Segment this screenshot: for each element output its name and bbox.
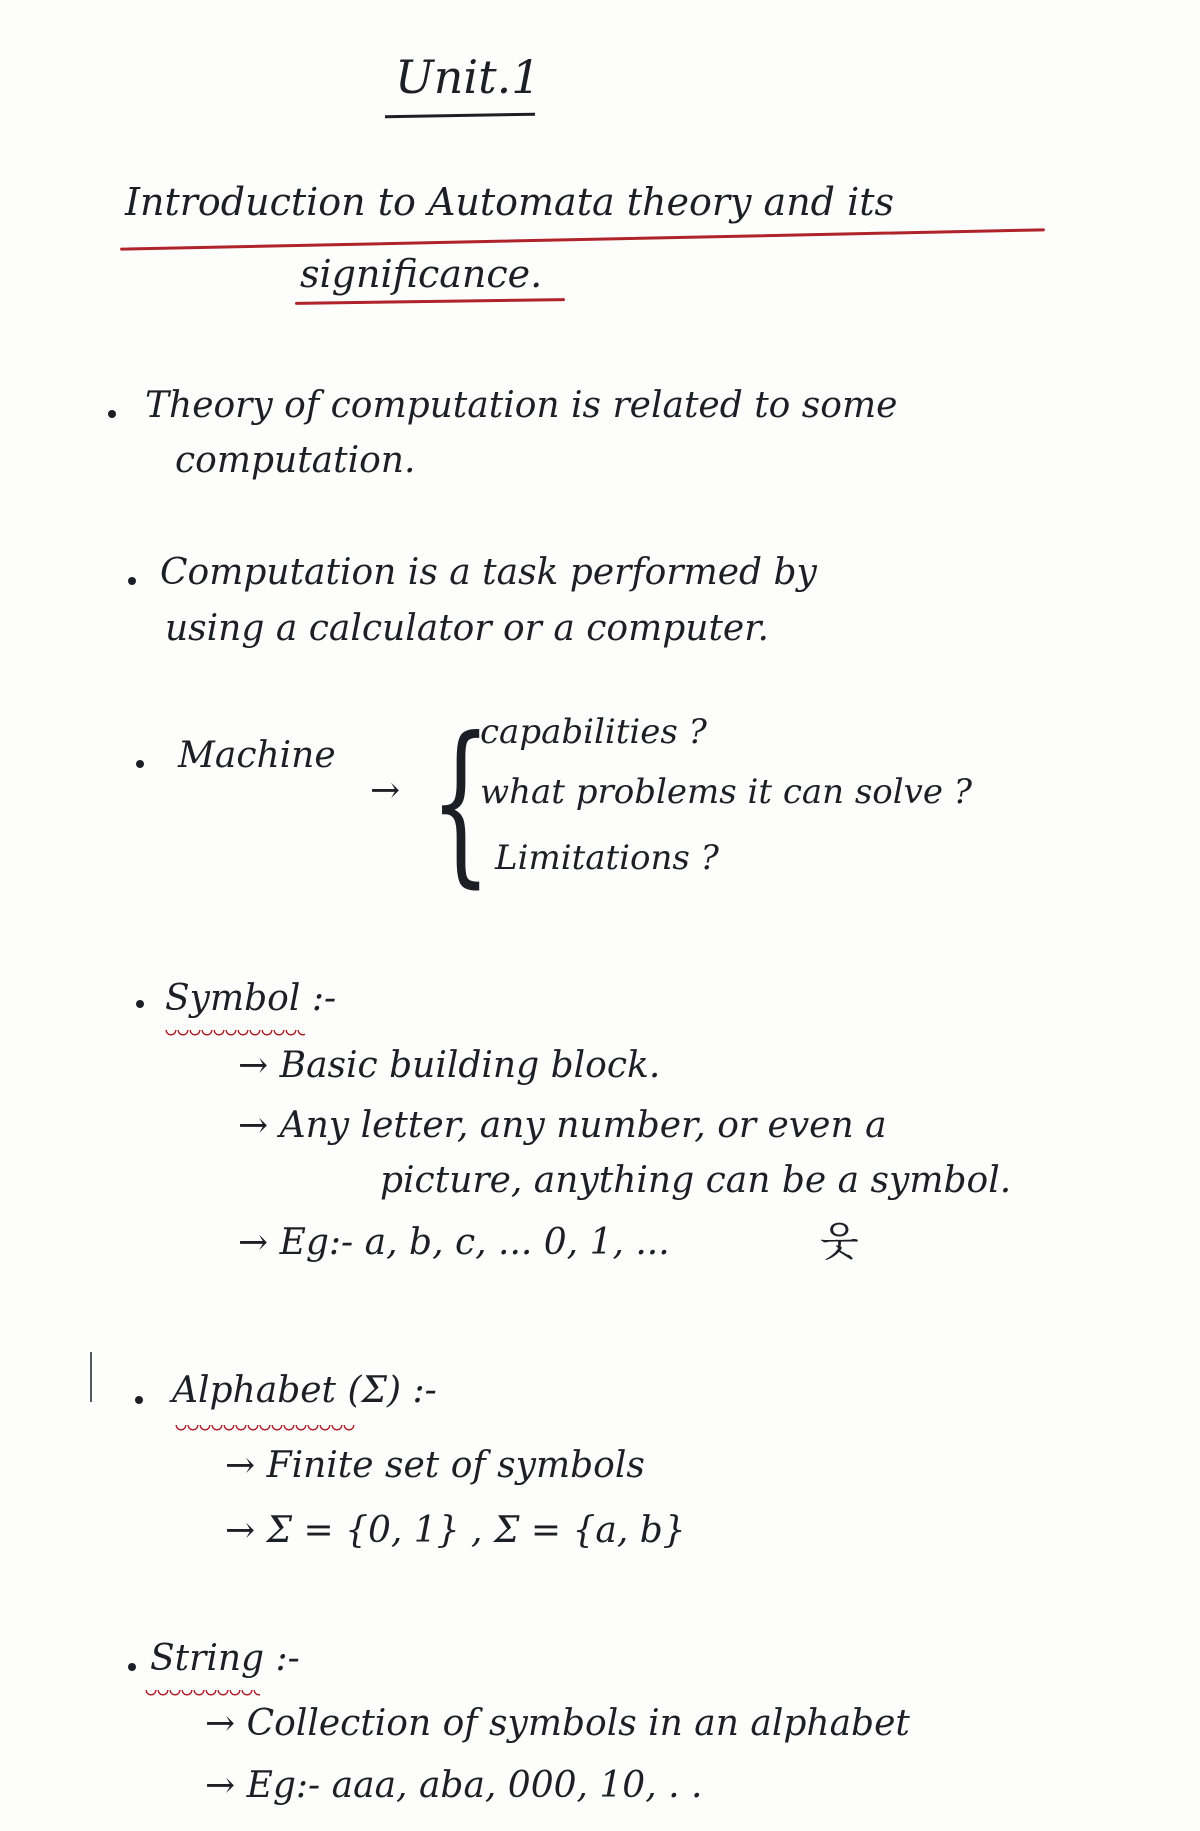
symbol-point-2: → Any letter, any number, or even a [238,1105,887,1146]
symbol-heading: Symbol :- [165,978,337,1019]
bullet-dot [128,577,136,585]
machine-item-3: Limitations ? [495,838,719,878]
bullet-dot [108,410,116,418]
alphabet-heading: Alphabet (Σ) :- [172,1370,437,1411]
margin-mark [90,1352,92,1402]
curly-brace-icon: { [430,701,492,904]
symbol-point-4: → Eg:- a, b, c, ... 0, 1, ... [238,1222,670,1263]
string-point-2: → Eg:- aaa, aba, 000, 10, . . [205,1765,703,1806]
page-title: Unit.1 [395,50,541,104]
bullet-dot [136,760,144,768]
bullet-2-line-2: using a calculator or a computer. [165,608,769,649]
heading-underline-1 [120,228,1045,250]
string-wavy-underline [145,1690,260,1698]
symbol-point-1: → Basic building block. [238,1045,661,1086]
bullet-1-line-1: Theory of computation is related to some [145,385,898,426]
bullet-dot [135,1396,143,1404]
bullet-dot [136,1000,144,1008]
symbol-wavy-underline [165,1030,305,1038]
alphabet-wavy-underline [175,1425,355,1433]
machine-item-1: capabilities ? [480,712,707,752]
stick-figure-icon: 웃 [820,1219,859,1265]
bullet-1-line-2: computation. [175,440,416,481]
machine-label: Machine [178,735,336,776]
machine-item-2: what problems it can solve ? [480,772,973,812]
heading-line-2: significance. [300,252,543,296]
heading-underline-2 [295,298,565,305]
bullet-dot [128,1663,136,1671]
arrow-icon: → [370,770,401,811]
string-heading: String :- [150,1638,300,1679]
heading-line-1: Introduction to Automata theory and its [125,180,894,224]
bullet-2-line-1: Computation is a task performed by [160,552,817,593]
alphabet-point-2: → Σ = {0, 1} , Σ = {a, b} [225,1510,686,1551]
symbol-point-3: picture, anything can be a symbol. [380,1160,1012,1201]
string-point-1: → Collection of symbols in an alphabet [205,1703,910,1744]
alphabet-point-1: → Finite set of symbols [225,1445,645,1486]
title-underline [385,113,535,119]
